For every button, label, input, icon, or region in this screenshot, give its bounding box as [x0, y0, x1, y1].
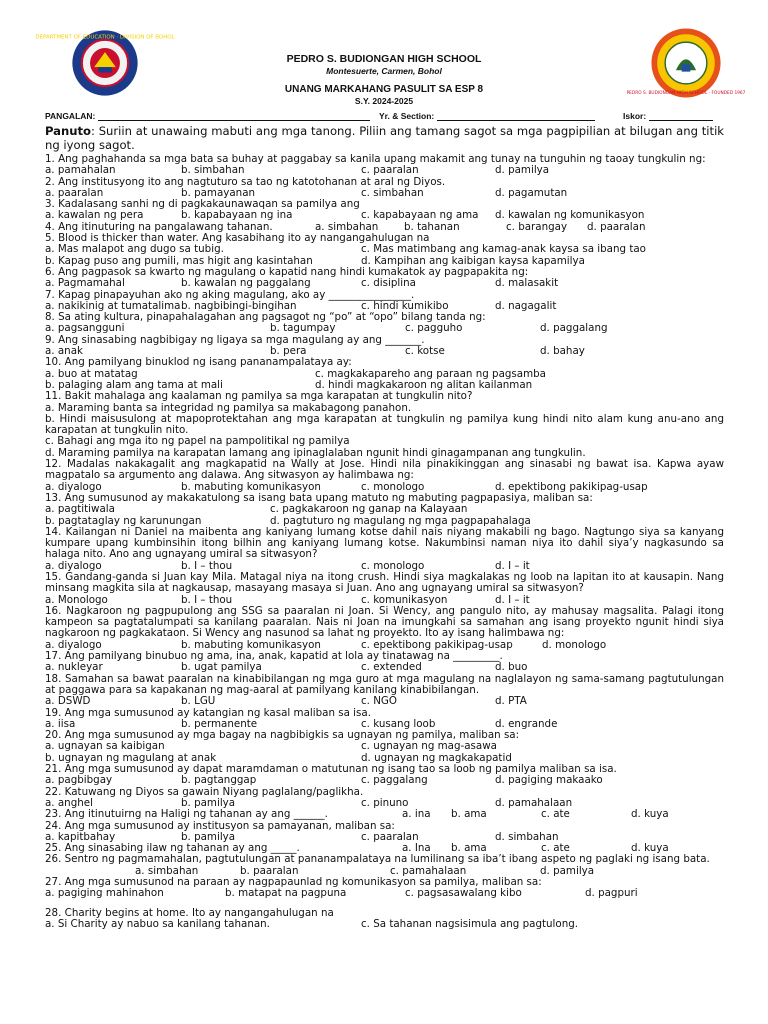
question-list [45, 154, 724, 930]
answer-options [45, 165, 724, 176]
question-28 [45, 908, 724, 931]
question-stem: 27. Ang mga sumusunod na paraan ay nagpapaunlad ng komunikasyon sa pamilya, maliban sa: [45, 876, 542, 888]
score-field[interactable] [623, 111, 713, 121]
question-stem: 14. Kailangan ni Daniel na maibenta ang kaniyang lumang kotse dahil nais niyang makabili ng bago. Nagtungo siya sa kanyang kumpare upang kumbinsihin itong bilhin ang kaniyang lumang kotse. Nakumbinsi naman niya ito dahil siya’y nagkasundo sa halaga nito. Ano ang ugnayang umiral sa sitwasyon? [45, 525, 724, 561]
answer-option[interactable]: a. Maraming banta sa integridad ng pamilya sa makabagong panahon. [45, 401, 412, 414]
answer-options [45, 753, 724, 764]
answer-option[interactable]: c. pamahalaan [390, 864, 467, 877]
answer-options [45, 696, 724, 707]
instructions-label: Panuto [45, 124, 92, 138]
answer-option[interactable]: a. pagbibgay [45, 774, 113, 787]
question-5 [45, 233, 724, 267]
answer-option[interactable]: d. nagagalit [495, 299, 557, 312]
answer-options [45, 662, 724, 673]
answer-options [45, 244, 724, 255]
answer-option[interactable]: a. Mas malapot ang dugo sa tubig. [45, 243, 224, 256]
answer-option[interactable]: a. Ina [402, 842, 431, 855]
question-9 [45, 335, 724, 358]
question-stem: 18. Samahan sa bawat paaralan na kinabibilangan ng mga guro at mga magulang na naglalayon ng sama-samang pagtutulungan at paggawa para sa kapakanan ng mag-aaral at pamilyang kanilang kinabibilangan. [45, 672, 724, 696]
question-stem: 21. Ang mga sumusunod ay dapat maramdaman o matutunan ng isang tao sa loob ng pamilya maliban sa isa. [45, 763, 617, 776]
answer-option[interactable]: d. engrande [495, 717, 558, 730]
answer-option[interactable]: d. PTA [495, 695, 527, 708]
answer-option[interactable]: c. pinuno [361, 796, 409, 809]
answer-option[interactable]: a. paaralan [45, 186, 104, 199]
answer-option[interactable]: c. monologo [361, 559, 425, 572]
answer-options [45, 809, 724, 820]
answer-option[interactable]: c. disiplina [361, 277, 416, 290]
answer-option[interactable]: b. paaralan [240, 864, 299, 877]
score-blank[interactable] [649, 111, 713, 121]
question-stem: 9. Ang sinasabing nagbibigay ng ligaya sa mga magulang ay ang _______. [45, 333, 425, 346]
answer-options [45, 866, 724, 877]
section-field[interactable] [379, 111, 595, 121]
answer-option[interactable]: b. mabuting komunikasyon [181, 638, 321, 651]
answer-options [45, 561, 724, 572]
answer-option[interactable]: a. pagtitiwala [45, 503, 115, 516]
question-stem: 16. Nagkaroon ng pagpupulong ang SSG sa paaralan ni Joan. Si Wency, ang pangulo nito, ay mahusay magsalita. Palagi itong kampeon sa pagtatalumpati sa kanilang paaralan. Nais ni Joan na imungkahi sa samahan ang isang proyekto ngunit hindi siya nagkaroon ng pagkakataon. Si Wency ang nasunod sa lahat ng proyekto. Ito ay isang halimbawa ng: [45, 604, 724, 640]
answer-option[interactable]: d. pagpuri [585, 887, 638, 900]
answer-options [45, 482, 724, 493]
answer-option[interactable]: b. pamilya [181, 796, 236, 809]
answer-option[interactable]: d. paaralan [587, 220, 646, 233]
answer-option[interactable]: b. nagbibingi-bingihan [181, 299, 297, 312]
answer-option[interactable]: a. kawalan ng pera [45, 209, 144, 222]
question-stem: 24. Ang mga sumusunod ay institusyon sa pamayanan, maliban sa: [45, 819, 395, 832]
answer-options [45, 919, 724, 930]
answer-option[interactable]: c. kapabayaan ng ama [361, 209, 479, 222]
answer-option[interactable]: a. kapitbahay [45, 830, 116, 843]
answer-option[interactable]: b. pera [270, 345, 307, 358]
question-16 [45, 606, 724, 651]
school-name: PEDRO S. BUDIONGAN HIGH SCHOOL [286, 53, 482, 65]
question-stem: 26. Sentro ng pagmamahalan, pagtutulungan at pananampalataya na lumilinang sa iba’t ibang aspeto ng paglaki ng isang bata. [45, 853, 710, 866]
answer-option[interactable]: c. paggalang [361, 774, 428, 787]
question-10 [45, 357, 724, 391]
answer-option[interactable]: a. nukleyar [45, 661, 103, 674]
answer-option[interactable]: a. pamahalan [45, 164, 116, 177]
answer-option[interactable]: d. Maraming pamilya na karapatan lamang ang ipinaglalaban ngunit hindi ginagampanan ang tungkulin. [45, 446, 586, 459]
question-stem: 15. Gandang-ganda si Juan kay Mila. Matagal niya na itong crush. Hindi siya magkalakas ng loob na lapitan ito at kausapin. Nang minsang magkita sila at nagkausap, masayang masaya si Juan. Ano ang ugnayang umiral sa sitwasyon? [45, 570, 724, 595]
answer-option[interactable]: c. barangay [506, 220, 568, 233]
answer-options [45, 222, 724, 233]
name-field[interactable] [45, 111, 370, 121]
question-stem: 17. Ang pamilyang binubuo ng ama, ina, anak, kapatid at lola ay tinatawag na _________. [45, 650, 503, 663]
answer-option[interactable]: c. ate [541, 808, 570, 821]
answer-option[interactable]: c. ate [541, 842, 570, 855]
answer-options [45, 595, 724, 606]
question-13 [45, 493, 724, 527]
answer-option[interactable]: d. pagamutan [495, 186, 568, 199]
question-7 [45, 290, 724, 313]
answer-options [45, 346, 724, 357]
question-stem: 20. Ang mga sumusunod ay mga bagay na nagbibigkis sa ugnayan ng pamilya, maliban sa: [45, 729, 520, 742]
answer-option[interactable]: a. ina [402, 808, 431, 821]
name-blank[interactable] [98, 111, 370, 121]
question-27 [45, 877, 724, 900]
answer-option[interactable]: c. Bahagi ang mga ito ng papel na pampolitikal ng pamilya [45, 435, 350, 448]
logo-left-text: DEPARTMENT OF EDUCATION · DIVISION OF BOHOL [35, 34, 175, 41]
question-stem: 5. Blood is thicker than water. Ang kasabihang ito ay nangangahulugan na [45, 232, 430, 245]
answer-option[interactable]: c. pagkakaroon ng ganap na Kalayaan [270, 503, 468, 516]
answer-option[interactable]: d. paggalang [540, 322, 608, 335]
answer-option[interactable]: c. simbahan [361, 186, 424, 199]
answer-options [45, 504, 724, 515]
question-24 [45, 821, 724, 844]
answer-option[interactable]: d. pagtuturo ng magulang ng mga pagpapahalaga [270, 514, 531, 527]
answer-option[interactable]: a. diyalogo [45, 480, 102, 493]
answer-option[interactable]: a. DSWD [45, 695, 91, 708]
answer-option[interactable]: a. diyalogo [45, 638, 102, 651]
question-stem: 28. Charity begins at home. Ito ay nangangahulugan na [45, 906, 334, 919]
question-17 [45, 651, 724, 674]
answer-option[interactable]: a. Pagmamahal [45, 277, 125, 290]
question-1 [45, 154, 724, 177]
answer-option[interactable]: a. simbahan [315, 220, 379, 233]
answer-option[interactable]: c. kusang loob [361, 717, 436, 730]
answer-option[interactable]: d. I – it [495, 559, 530, 572]
school-year: S.Y. 2024-2025 [354, 96, 414, 106]
answer-option[interactable]: b. tahanan [404, 220, 460, 233]
answer-option[interactable]: c. paaralan [361, 830, 419, 843]
answer-option[interactable]: d. simbahan [495, 830, 559, 843]
answer-option[interactable]: c. epektibong pakikipag-usap [361, 638, 513, 651]
answer-option[interactable]: b. matapat na pagpuna [225, 887, 347, 900]
question-11 [45, 391, 724, 459]
question-19 [45, 708, 724, 731]
section-blank[interactable] [437, 111, 595, 121]
answer-option[interactable]: b. Kapag puso ang pumili, mas higit ang kasintahan [45, 254, 313, 267]
answer-options [45, 188, 724, 199]
question-18 [45, 674, 724, 708]
answer-option[interactable]: b. pamilya [181, 830, 236, 843]
answer-option[interactable]: b. pagtataglay ng karunungan [45, 514, 202, 527]
question-14 [45, 527, 724, 572]
question-stem: 23. Ang itinutuirng na Haligi ng tahanan ay ang ______. [45, 808, 328, 821]
answer-option[interactable]: c. Sa tahanan nagsisimula ang pagtulong. [361, 917, 579, 930]
question-stem: 7. Kapag pinapayuhan ako ng aking magulang, ako ay ________________. [45, 288, 415, 301]
question-26 [45, 854, 724, 877]
answer-option[interactable]: d. pagiging makaako [495, 774, 603, 787]
answer-option[interactable]: b. ama [451, 808, 487, 821]
question-stem: 10. Ang pamilyang binuklod ng isang pananampalataya ay: [45, 356, 352, 369]
answer-option[interactable]: a. diyalogo [45, 559, 102, 572]
answer-option[interactable]: b. tagumpay [270, 322, 336, 335]
answer-option[interactable]: c. komunikasyon [361, 593, 448, 606]
question-23 [45, 809, 724, 820]
answer-option[interactable]: c. magkakapareho ang paraan ng pagsamba [315, 367, 546, 380]
answer-option[interactable]: c. monologo [361, 480, 425, 493]
question-stem: 19. Ang mga sumusunod ay katangian ng kasal maliban sa isa. [45, 706, 371, 719]
answer-option[interactable]: d. Kampihan ang kaibigan kaysa kapamilya [361, 254, 585, 267]
answer-options [45, 256, 724, 267]
answer-option[interactable]: b. kapabayaan ng ina [181, 209, 293, 222]
answer-options [45, 301, 724, 312]
answer-option[interactable]: d. pamahalaan [495, 796, 573, 809]
question-12 [45, 459, 724, 493]
answer-option[interactable]: b. ugnayan ng magulang at anak [45, 751, 217, 764]
answer-option[interactable]: a. Monologo [45, 593, 108, 606]
question-stem: 2. Ang institusyong ito ang nagtuturo sa tao ng katotohanan at aral ng Diyos. [45, 175, 446, 188]
answer-option[interactable]: c. paaralan [361, 164, 419, 177]
question-stem: 22. Katuwang ng Diyos sa gawain Niyang paglalang/paglikha. [45, 785, 364, 798]
answer-option[interactable]: b. ugat pamilya [181, 661, 262, 674]
answer-option[interactable]: c. pagsasawalang kibo [405, 887, 522, 900]
answer-option[interactable]: b. pagtanggap [181, 774, 257, 787]
answer-option[interactable]: b. LGU [181, 695, 216, 708]
answer-option[interactable]: b. I – thou [181, 559, 233, 572]
answer-option[interactable]: d. I – it [495, 593, 530, 606]
answer-options [45, 888, 724, 899]
answer-option[interactable]: a. simbahan [135, 864, 199, 877]
answer-option[interactable]: b. simbahan [181, 164, 245, 177]
answer-option[interactable]: c. extended [361, 661, 422, 674]
question-21 [45, 764, 724, 787]
answer-option[interactable]: c. kotse [405, 345, 445, 358]
question-15 [45, 572, 724, 606]
answer-option[interactable]: a. anak [45, 345, 83, 358]
answer-option[interactable]: d. kawalan ng komunikasyon [495, 209, 645, 222]
answer-options [45, 719, 724, 730]
answer-option[interactable]: c. pagguho [405, 322, 463, 335]
answer-option[interactable]: b. Hindi maisusulong at mapoprotektahan ang mga karapatan at tungkulin ng pamilya kung hindi nito alam kung anu-ano ang karapatan at tungkulin nito. [45, 412, 724, 437]
question-6 [45, 267, 724, 290]
answer-option[interactable]: c. NGO [361, 695, 397, 708]
question-stem: 4. Ang itinuturing na pangalawang tahanan. [45, 220, 273, 233]
answer-option[interactable]: d. kuya [631, 842, 669, 855]
question-22 [45, 787, 724, 810]
answer-option[interactable]: d. ugnayan ng magkakapatid [361, 751, 512, 764]
answer-options [45, 775, 724, 786]
answer-option[interactable]: d. epektibong pakikipag-usap [495, 480, 648, 493]
answer-option[interactable]: a. buo at matatag [45, 367, 138, 380]
question-stem: 8. Sa ating kultura, pinapahalagahan ang pagsagot ng “po” at “opo” bilang tanda ng: [45, 311, 486, 324]
answer-option[interactable]: a. anghel [45, 796, 93, 809]
answer-option[interactable]: c. Mas matimbang ang kamag-anak kaysa sa ibang tao [361, 243, 646, 256]
question-8 [45, 312, 724, 335]
answer-option[interactable]: a. pagiging mahinahon [45, 887, 164, 900]
answer-options [45, 323, 724, 334]
instructions [45, 124, 724, 152]
answer-options [45, 640, 724, 651]
answer-option[interactable]: d. pamilya [540, 864, 595, 877]
answer-option[interactable]: b. permanente [181, 717, 258, 730]
answer-option[interactable]: a. pagsangguni [45, 322, 125, 335]
answer-option[interactable]: b. ama [451, 842, 487, 855]
question-stem: 3. Kadalasang sanhi ng di pagkakaunawaqan sa pamilya ang [45, 198, 360, 211]
score-label: Iskor: [623, 111, 647, 121]
answer-option[interactable]: a. iisa [45, 717, 76, 730]
answer-option[interactable]: d. kuya [631, 808, 669, 821]
answer-option[interactable]: c. hindi kumikibo [361, 299, 449, 312]
answer-option[interactable]: b. kawalan ng paggalang [181, 277, 311, 290]
logo-right-text: PEDRO S. BUDIONGAN HIGH SCHOOL · FOUNDED 1967 [626, 90, 746, 96]
exam-title: UNANG MARKAHANG PASULIT SA ESP 8 [284, 84, 484, 95]
answer-option[interactable]: a. nakikinig at tumatalima [45, 299, 181, 312]
answer-option[interactable]: d. malasakit [495, 277, 559, 290]
name-label: PANGALAN: [45, 111, 96, 121]
answer-option[interactable]: d. hindi magkakaroon ng alitan kailanman [315, 378, 533, 391]
question-stem: 12. Madalas nakakagalit ang magkapatid na Wally at Jose. Hindi nila pinakikinggan ang sinasabi ng bawat isa. Kapwa ayaw magpatalo sa argumento ang dalawa. Ang sitwasyon ay halimbawa ng: [45, 458, 724, 482]
question-4 [45, 222, 724, 233]
question-stem: 25. Ang sinasabing ilaw ng tahanan ay ang _____. [45, 842, 300, 855]
question-2 [45, 177, 724, 200]
answer-option[interactable]: b. palaging alam ang tama at mali [45, 378, 223, 391]
question-20 [45, 730, 724, 764]
answer-option[interactable]: b. I – thou [181, 593, 233, 606]
answer-option[interactable]: d. bahay [540, 345, 585, 358]
school-address: Montesuerte, Carmen, Bohol [326, 66, 442, 76]
question-stem: 11. Bakit mahalaga ang kaalaman ng pamilya sa mga karapatan at tungkulin nito? [45, 390, 473, 403]
section-label: Yr. & Section: [379, 111, 435, 121]
answer-option[interactable]: c. ugnayan ng mag-asawa [361, 740, 497, 753]
answer-options [45, 516, 724, 527]
question-stem: 6. Ang pagpasok sa kwarto ng magulang o kapatid nang hindi kumakatok ay pagpapakita ng: [45, 265, 529, 278]
answer-option[interactable]: b. pamayanan [181, 186, 256, 199]
answer-option[interactable]: b. mabuting komunikasyon [181, 480, 321, 493]
answer-option[interactable]: a. Si Charity ay nabuo sa kanilang tahanan. [45, 917, 270, 930]
answer-option[interactable]: d. pamilya [495, 164, 550, 177]
question-3 [45, 199, 724, 222]
answer-option[interactable]: d. buo [495, 661, 528, 674]
instructions-text: : Suriin at unawaing mabuti ang mga tanong. Piliin ang tamang sagot sa mga pagpipilian at bilugan ang titik ng iyong sagot. [45, 124, 724, 152]
question-stem: 1. Ang paghahanda sa mga bata sa buhay at paggabay sa kanila upang makamit ang tunay na tunguhin ng taoay tungkulin ng: [45, 153, 706, 165]
answer-options [45, 278, 724, 289]
answer-option[interactable]: d. monologo [542, 638, 607, 651]
question-stem: 13. Ang sumusunod ay makakatulong sa isang bata upang matuto ng mabuting pagpapasiya, maliban sa: [45, 491, 593, 504]
answer-option[interactable]: a. ugnayan sa kaibigan [45, 740, 165, 753]
answer-options [45, 380, 724, 391]
